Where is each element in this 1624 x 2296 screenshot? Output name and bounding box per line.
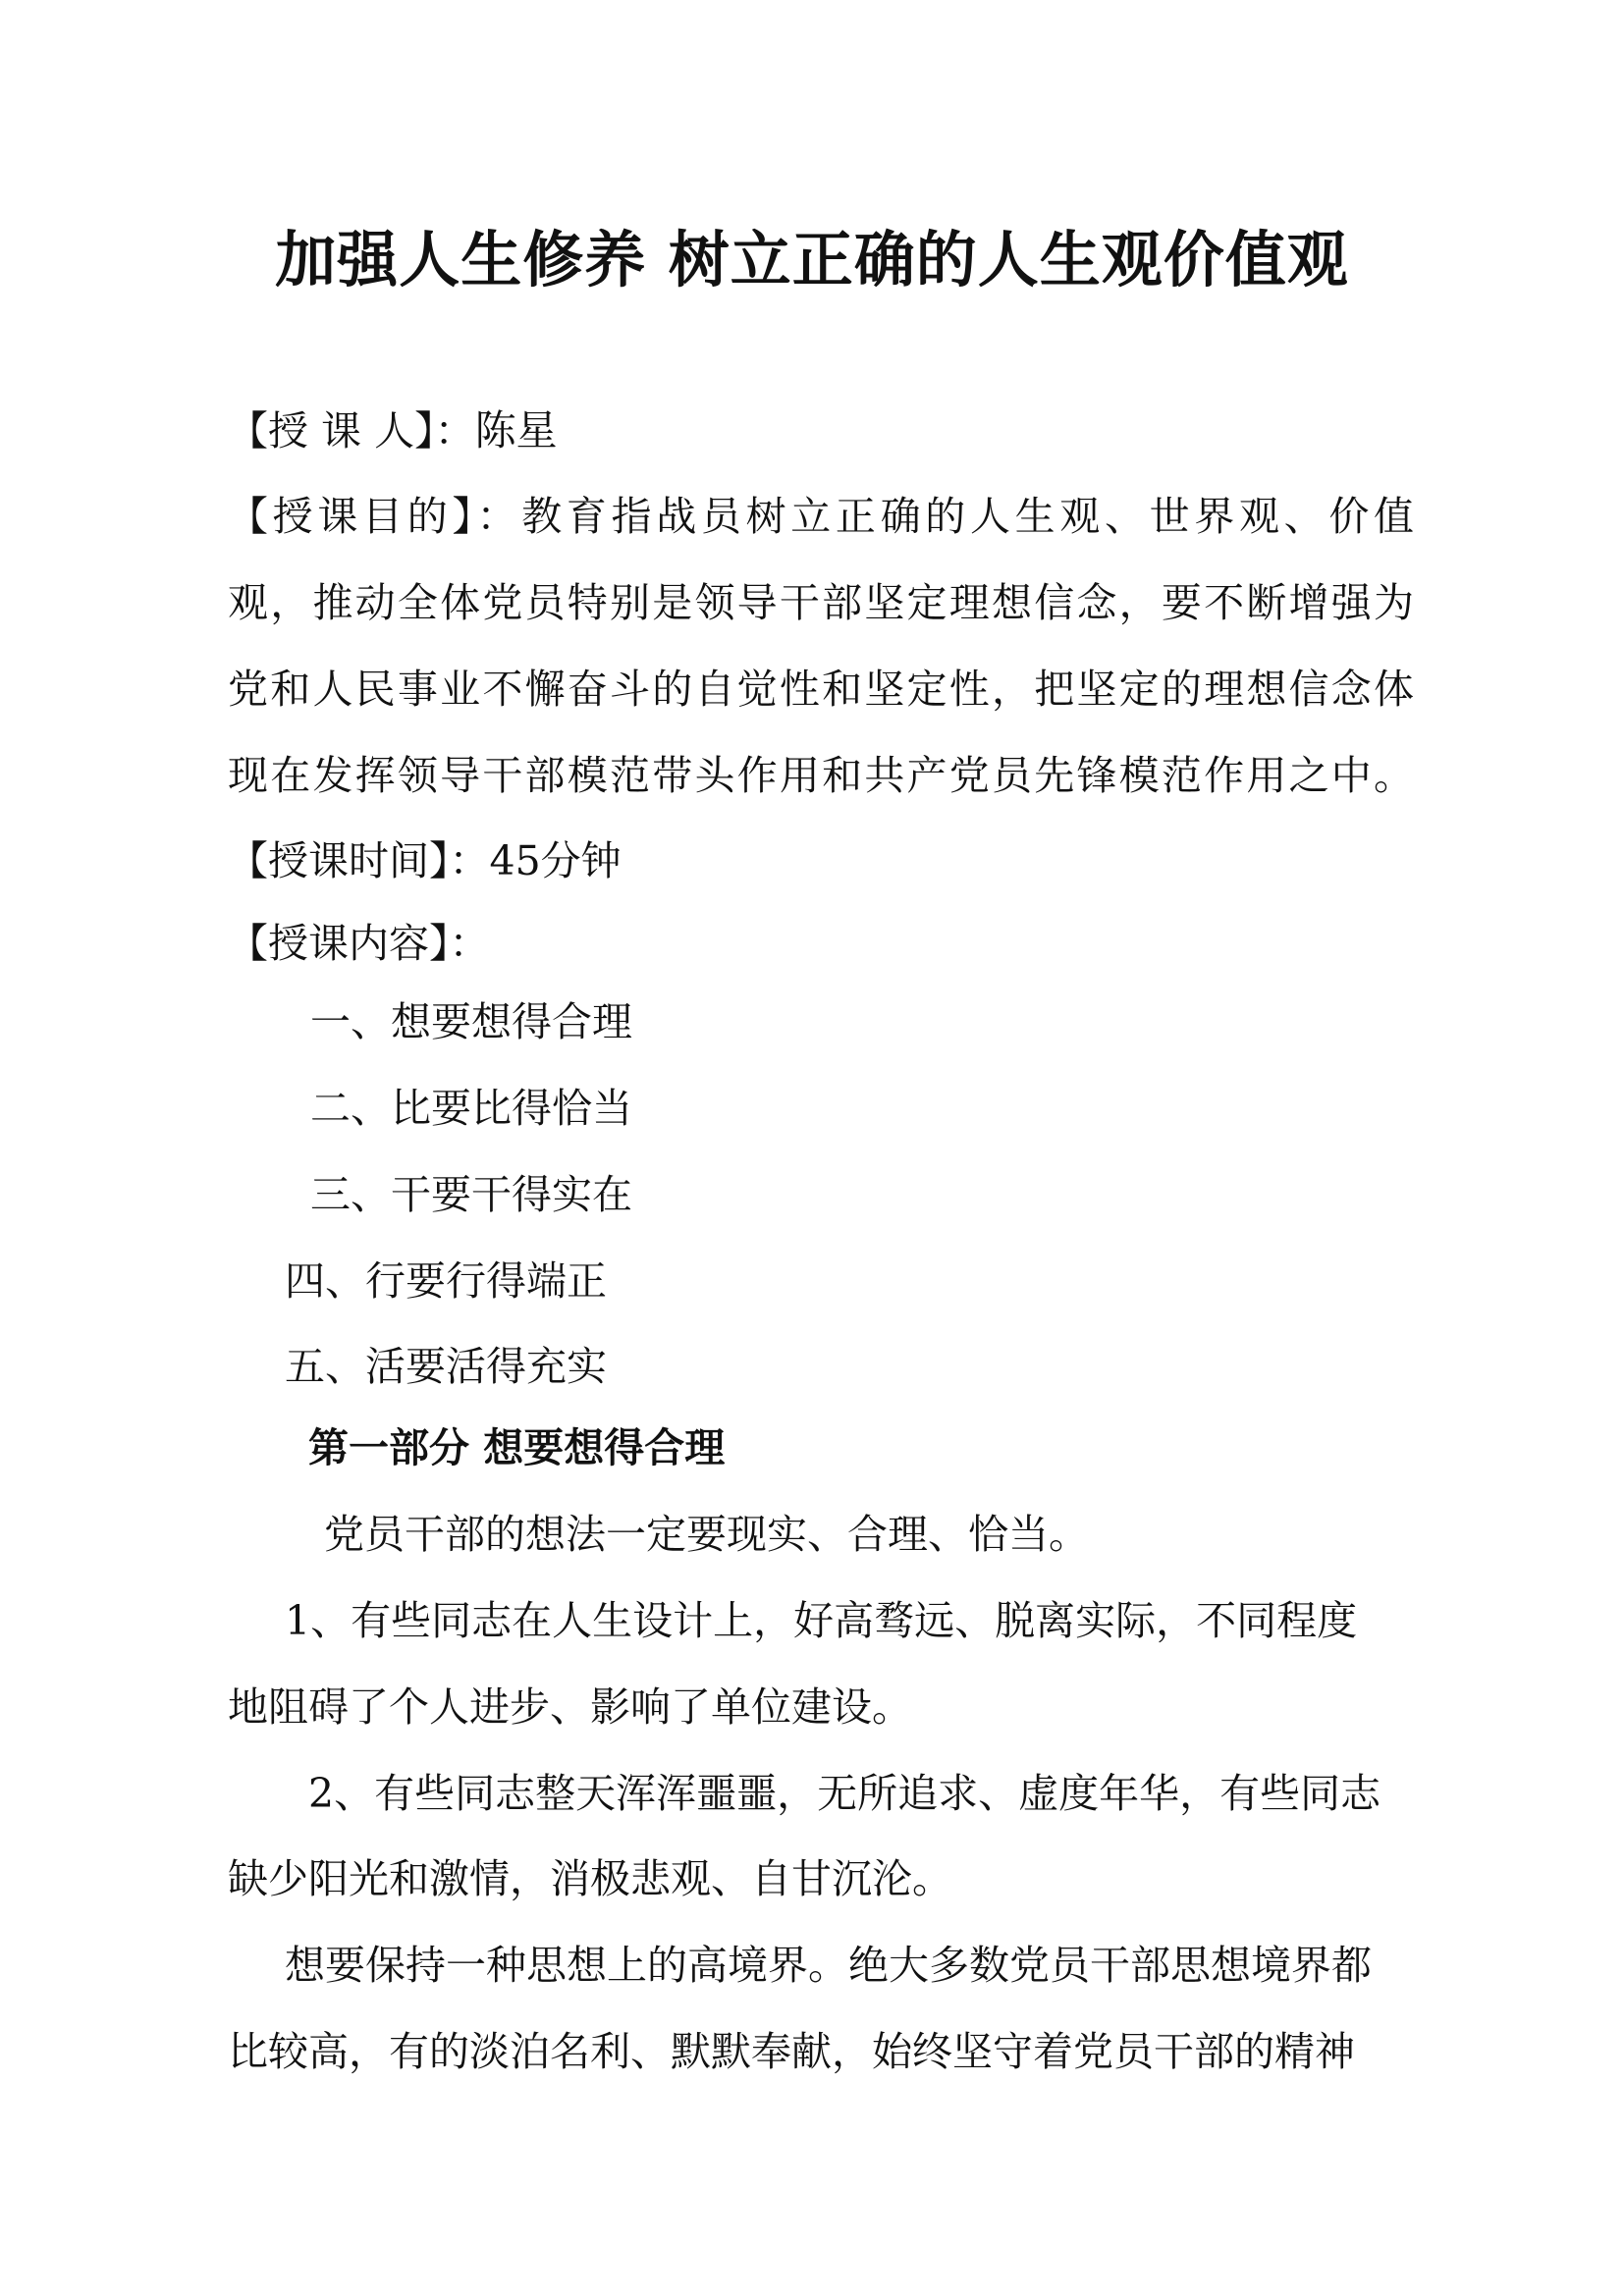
part1-intro: 党员干部的想法一定要现实、合理、恰当。 [324,1511,1089,1558]
outline-item-4: 四、行要行得端正 [285,1257,607,1305]
outline-item-3: 三、干要干得实在 [310,1171,632,1218]
purpose-line-4: 现在发挥领导干部模范带头作用和共产党员先锋模范作用之中。 [228,752,1414,799]
page-title: 加强人生修养 树立正确的人生观价值观 [275,224,1349,295]
part1-paragraph-1-line-2: 地阻碍了个人进步、影响了单位建设。 [228,1683,912,1731]
outline-item-2: 二、比要比得恰当 [310,1085,632,1132]
duration-value: 45分钟 [489,837,622,884]
part1-paragraph-3-line-1: 想要保持一种思想上的高境界。绝大多数党员干部思想境界都 [285,1942,1372,1989]
purpose-line-3: 党和人民事业不懈奋斗的自觉性和坚定性，把坚定的理想信念体 [228,666,1414,713]
purpose-line-1 [228,492,1414,541]
lecturer-label: 【授 课 人】： [228,407,475,454]
duration-label: 【授课时间】： [228,837,490,884]
part1-paragraph-3-line-2: 比较高，有的淡泊名利、默默奉献，始终坚守着党员干部的精神 [228,2028,1355,2075]
purpose-text: 教育指战员树立正确的人生观、世界观、价值 [521,493,1415,540]
lecturer-name: 陈星 [474,406,558,454]
part1-paragraph-1-line-1: 1、有些同志在人生设计上，好高骛远、脱离实际，不同程度 [285,1597,1358,1644]
lecturer-line [228,406,558,455]
purpose-line-2: 观，推动全体党员特别是领导干部坚定理想信念，要不断增强为 [228,579,1414,626]
part1-heading: 第一部分 想要想得合理 [308,1424,726,1471]
outline-item-5: 五、活要活得充实 [285,1343,607,1390]
purpose-label: 【授课目的】： [228,493,522,540]
part1-paragraph-2-line-1: 2、有些同志整天浑浑噩噩，无所追求、虚度年华，有些同志 [308,1770,1381,1817]
part1-paragraph-2-line-2: 缺少阳光和激情，消极悲观、自甘沉沦。 [228,1855,952,1902]
duration-line [228,836,622,885]
outline-item-1: 一、想要想得合理 [310,998,632,1045]
content-label: 【授课内容】： [228,920,490,967]
